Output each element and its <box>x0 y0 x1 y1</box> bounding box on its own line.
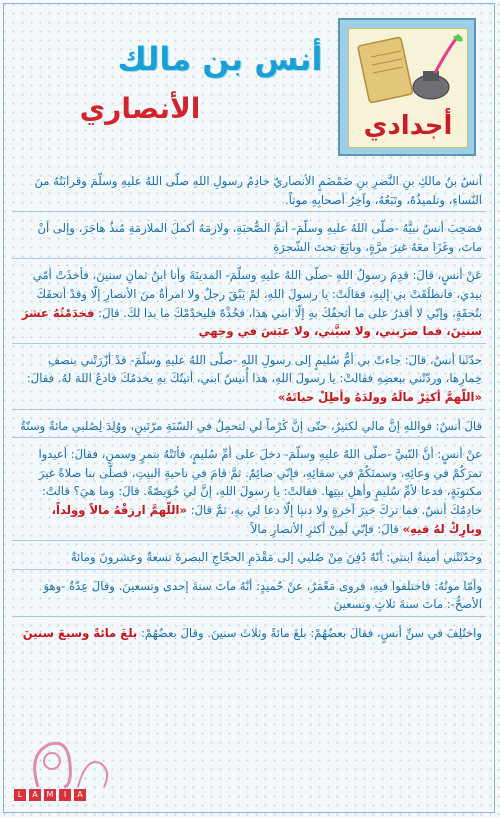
paragraph <box>12 349 486 410</box>
paragraph-text: حدّثَنا أنسٌ، قالَ: جاءتْ بي أمُّ سُليمٍ إلى رسولِ اللهِ -صلّى اللهُ عليهِ وسلّمَ- قدْ أزّرَتْني بنصفِ خِمارِها، وردّتْني ببعضِهِ فقالتْ: يا رسولَ اللهِ، هذا أُنيسٌ ابني، أتيتُكَ بهِ يخدمُكَ فادعُ اللهَ لهُ. فقالَ: <box>26 352 482 386</box>
watermark-letter: I <box>59 789 71 801</box>
highlighted-text: «اللّهمَّ أكثِرْ مالَهُ وولدَهُ وأطِلْ حياتَهُ» <box>277 389 482 404</box>
inkwell-scroll-icon <box>349 29 467 109</box>
watermark-letters <box>14 789 86 801</box>
highlighted-text: «اللّهمَّ ارزقْهُ مالاً وولداً، وبارِكْ لهُ فيهِ» <box>51 502 482 536</box>
veiled-figure-icon <box>8 735 128 795</box>
paragraph-text: فصَحِبَ أنسٌ نبيَّهُ -صلّى اللهُ عليهِ وسلّمَ- أتمَّ الصُّحبَةِ، ولازمَهُ أكملَ الملازمَةِ مُنذُ هاجَرَ، وإلى أنْ ماتَ، وغَزَا معَهُ غيرَ مرَّةٍ، وبايَعَ تحتَ الشّجرَةِ <box>37 221 482 254</box>
article-body <box>12 170 486 649</box>
paragraph <box>12 264 486 343</box>
watermark <box>8 735 128 807</box>
paragraph-text: عَنْ أنسٍ، قالَ: قدِمَ رسولُ اللهِ -صلّى اللهُ عليهِ وسلّمَ- المدينَةَ وأنا ابنُ ثمانِ سنينَ، فأخذَتْ أمّي بيدي، فانطلَقَتْ بي إليهِ، فقالَتْ: يا رسولَ اللهِ، لمْ يَبْقَ رجلٌ ولا امرأةٌ منَ الأنصارِ إلّا وقدْ أتحفَكَ بتُحفَةٍ، وإنّي لا أقدرُ على ما أتحفُكَ بهِ إلّا ابني هذا، فخُذْهُ فليخدُمْكَ ما بدا لكَ. قالَ: <box>32 268 482 320</box>
paragraph-text: أنسُ بنُ مالكِ بنِ النَّضرِ بنِ ضَمْضَمٍ الأنصاريّ خادِمُ رسولِ اللهِ صلّى اللهُ عليهِ وسلّمَ وقرابَتُهُ منَ النّساءِ، وتلميذُهُ، وتَبَعُهُ، وآخِرُ أصحابِهِ موتاً. <box>34 174 482 207</box>
paragraph-text: قالَ: فإنّي لَمِنْ أكثرِ الأنصارِ مالاً <box>250 521 403 536</box>
logo-panel <box>348 28 468 148</box>
paragraph <box>12 546 486 570</box>
paragraph <box>12 170 486 212</box>
paragraph-text: عنْ أنسٍ: أنَّ النّبيَّ -صلّى اللهُ عليهِ وسلّمَ- دخلَ على أمِّ سُليمٍ، فأتَتْهُ بتمرٍ وسمنٍ، فقالَ: أعيدوا تمرَكُمْ في وعائِهِ، وسمنَكُمْ في سقائِهِ، فإنّي صائِمٌ. ثمَّ قامَ في ناحيةِ البيتِ، فصلّى بنا صلاةً غيرَ مكتوبَةٍ، فدعا لأمِّ سُليمٍ وأهلِ بيتِها. فقالتْ: يا رسولَ اللهِ، إنَّ لي خُوَيصّةً. قالَ: وما هيَ؟ قالتْ: خادِمُكَ أنسٌ. فما تركَ خيرَ آخرةٍ ولا دنيا إلّا دعا لي بهِ، ثمَّ قالَ: <box>38 447 482 517</box>
watermark-letter: A <box>74 789 86 801</box>
highlighted-text: فخدَمْتُهُ عشرَ سنينَ، فما ضرَبني، ولا سبَّني، ولا عبَسَ في وجهي <box>21 305 482 339</box>
page-title: أنس بن مالك <box>117 40 323 78</box>
watermark-letter: M <box>44 789 56 801</box>
page-subtitle: الأنصاري <box>79 92 201 125</box>
highlighted-text: بلغَ مائةً وسبعَ سنينَ <box>22 625 138 640</box>
paragraph <box>12 217 486 259</box>
paragraph-text: قالَ أنسٌ: فواللهِ إنَّ مالي لكثيرٌ، حتّى إنَّ كَرْماً لي لتحمِلُ في السّنَةِ مرّتَينِ، ووُلِدَ لِصُلبي مائةٌ وستّةٌ <box>20 418 482 433</box>
watermark-letter: L <box>14 789 26 801</box>
paragraph <box>12 622 486 645</box>
paragraph-text: وحدّثَتْني أمينةُ ابنتي: أنّهُ دُفِنَ مِنْ صُلبي إلى مَقْدَمِ الحجّاجِ البصرةَ تسعةٌ وعشرونَ ومائةٌ <box>70 550 482 565</box>
header <box>0 0 500 165</box>
paragraph-text: وأمّا موتُهُ: فاختلفوا فيهِ، فروى مَعْمَرٌ، عنْ حُميدٍ: أنّهُ ماتَ سنةَ إحدى وتسعينَ. وقالَ عِدّةٌ -وهوَ الأصحُّ-: ماتَ سنةَ ثلاثٍ وتسعينَ <box>43 578 482 612</box>
paragraph <box>12 575 486 617</box>
watermark-letter: A <box>29 789 41 801</box>
logo <box>338 18 476 156</box>
paragraph <box>12 443 486 541</box>
paragraph <box>12 415 486 439</box>
paragraph-text: واختُلِفَ في سنِّ أنسٍ، فقالَ بعضُهُمْ: بلغَ مائةً وثلاثَ سنينَ. وقالَ بعضُهُمْ: <box>137 625 482 640</box>
logo-text: أجدادي <box>363 111 453 141</box>
